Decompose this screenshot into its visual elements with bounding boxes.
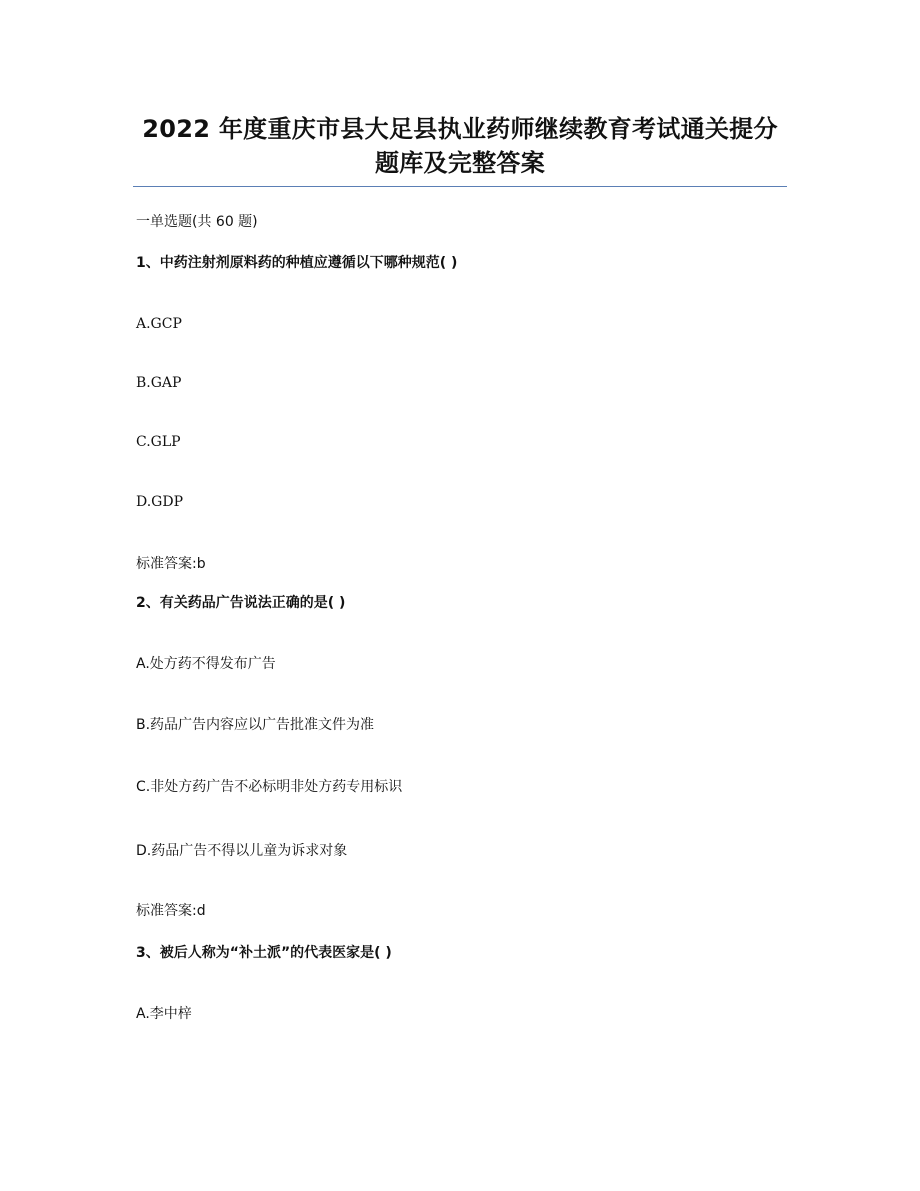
question-1-stem: 1、中药注射剂原料药的种植应遵循以下哪种规范( ) — [136, 255, 458, 271]
question-1-answer: 标准答案:b — [136, 556, 206, 572]
document-title-line-1: 2022 年度重庆市县大足县执业药师继续教育考试通关提分 — [142, 115, 778, 143]
question-3-stem: 3、被后人称为“补土派”的代表医家是( ) — [136, 945, 392, 961]
question-2-option-c: C.非处方药广告不必标明非处方药专用标识 — [136, 779, 403, 795]
question-2-option-d: D.药品广告不得以儿童为诉求对象 — [136, 843, 348, 859]
document-title-line-2: 题库及完整答案 — [374, 149, 546, 177]
question-2-stem: 2、有关药品广告说法正确的是( ) — [136, 595, 346, 611]
question-1-option-d: D.GDP — [136, 494, 184, 510]
question-3-option-a: A.李中梓 — [136, 1006, 192, 1022]
document-title — [133, 112, 787, 180]
question-1-option-b: B.GAP — [136, 375, 182, 391]
question-1-option-c: C.GLP — [136, 434, 181, 450]
question-1-option-a: A.GCP — [136, 316, 182, 332]
question-2-answer: 标准答案:d — [136, 903, 206, 919]
title-divider — [133, 186, 787, 187]
section-header: 一单选题(共 60 题) — [136, 214, 258, 230]
question-2-option-a: A.处方药不得发布广告 — [136, 656, 276, 672]
question-2-option-b: B.药品广告内容应以广告批准文件为准 — [136, 717, 375, 733]
